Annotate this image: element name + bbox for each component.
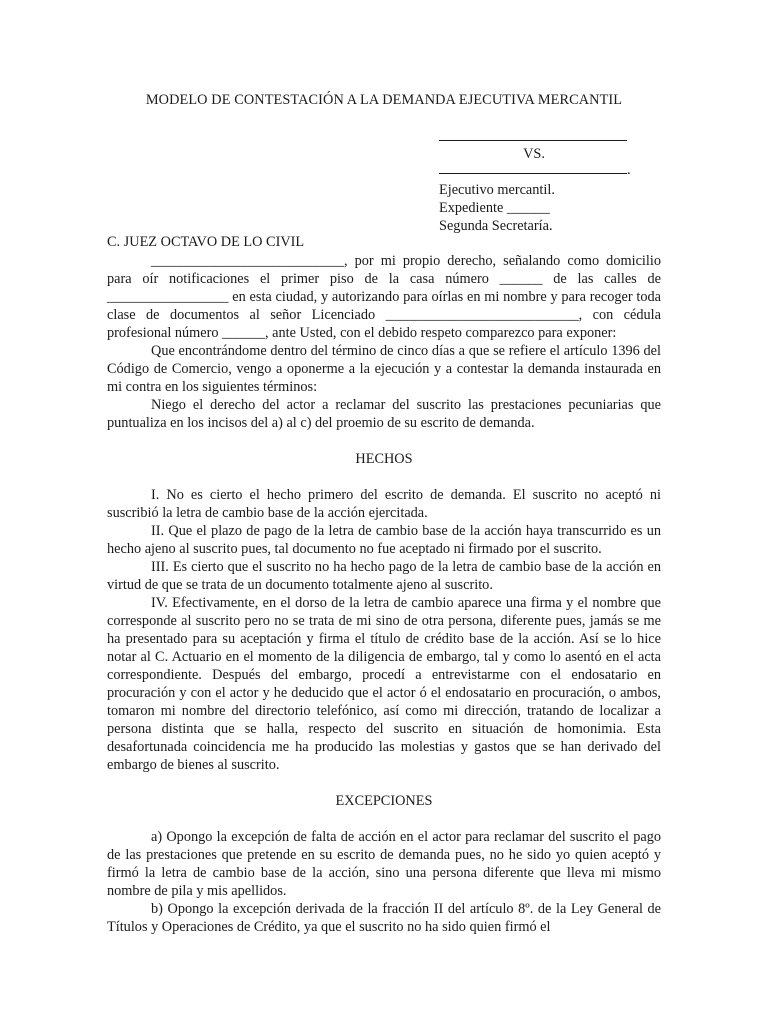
secretariat: Segunda Secretaría. <box>439 218 553 234</box>
defendant-blank-row <box>439 163 629 181</box>
defendant-blank-line <box>439 163 627 174</box>
excepciones-paragraph: a) Opongo la excepción de falta de acción en el actor para reclamar del suscrito el pago de las prestaciones que pretende en su escrito de demanda pues, no he sido yo quien aceptó y firmó la letra de cambio base de la acción, sino una persona diferente que lleva mi mismo nombre de pila y mis apellidos. <box>107 829 661 899</box>
addressee: C. JUEZ OCTAVO DE LO CIVIL <box>107 234 305 250</box>
document-title: MODELO DE CONTESTACIÓN A LA DEMANDA EJECUTIVA MERCANTIL <box>145 92 623 108</box>
hechos-paragraph: I. No es cierto el hecho primero del escrito de demanda. El suscrito no aceptó ni suscribió la letra de cambio base de la acción ejercitada. <box>107 487 661 521</box>
plaintiff-blank-line <box>439 130 627 141</box>
intro-paragraph: Que encontrándome dentro del término de cinco días a que se refiere el artículo 1396 del Código de Comercio, vengo a oponerme a la ejecución y a contestar la demanda instaurada en mi contra en los siguientes términos: <box>107 343 661 395</box>
hechos-paragraph: II. Que el plazo de pago de la letra de cambio base de la acción haya transcurrido es un hecho ajeno al suscrito pues, tal documento no fue aceptado ni firmado por el suscrito. <box>107 523 661 557</box>
section-heading-excepciones: EXCEPCIONES <box>335 793 433 809</box>
intro-paragraph: Niego el derecho del actor a reclamar del suscrito las prestaciones pecuniarias que puntualiza en los incisos del a) al c) del proemio de su escrito de demanda. <box>107 397 661 431</box>
hechos-paragraph: III. Es cierto que el suscrito no ha hecho pago de la letra de cambio base de la acción en virtud de que se trata de un documento totalmente ajeno al suscrito. <box>107 559 661 593</box>
case-caption <box>439 130 629 235</box>
document-body <box>107 252 661 936</box>
proceeding-type: Ejecutivo mercantil. <box>439 182 555 198</box>
section-heading-hechos: HECHOS <box>355 451 413 467</box>
excepciones-paragraph: b) Opongo la excepción derivada de la fracción II del artículo 8º. de la Ley General de Títulos y Operaciones de Crédito, ya que el suscrito no ha sido quien firmó el <box>107 901 661 935</box>
intro-paragraph: ___________________________, por mi propio derecho, señalando como domicilio para oír notificaciones el primer piso de la casa número ______ de las calles de _________________ en esta ciudad, y autorizando para oírlas en mi nombre y para recoger toda clase de documentos al señor Licenciado ___________________________, con cédula profesional número ______, ante Usted, con el debido respeto comparezco para exponer: <box>107 253 661 341</box>
file-number: Expediente ______ <box>439 200 550 216</box>
versus-label: VS. <box>523 146 545 162</box>
defendant-blank-dot: . <box>627 162 631 178</box>
hechos-paragraph: IV. Efectivamente, en el dorso de la letra de cambio aparece una firma y el nombre que corresponde al suscrito pero no se trata de mi sino de otra persona, diferente pues, jamás se me ha presentado para su aceptación y firma el título de crédito base de la acción. Así se lo hice notar al C. Actuario en el momento de la diligencia de embargo, tal y como lo asentó en el acta correspondiente. Después del embargo, procedí a entrevistarme con el endosatario en procuración y con el actor y he deducido que el actor ó el endosatario en procuración, o ambos, tomaron mi nombre del directorio telefónico, así como mi dirección, tratando de localizar a persona distinta que se halla, respecto del suscrito en situación de homonimia. Esta desafortunada coincidencia me ha producido las molestias y gastos que se han derivado del embargo de bienes al suscrito. <box>107 595 661 773</box>
